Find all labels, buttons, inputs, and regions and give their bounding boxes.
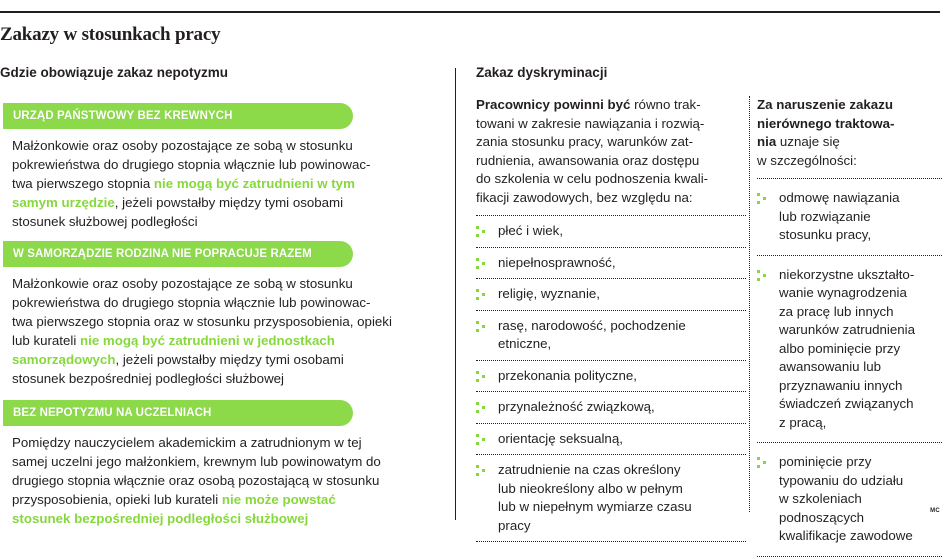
list-item-text: pominięcie przy <box>779 454 872 469</box>
list-item-text: podnoszących <box>779 509 865 525</box>
list-item-text: płeć i wiek, <box>498 223 564 238</box>
bullet-icon <box>476 258 488 270</box>
column-divider <box>455 68 456 520</box>
bullet-icon <box>476 465 488 477</box>
list-item-text: etniczne, <box>498 336 552 351</box>
bullet-icon <box>757 193 769 205</box>
list-end-rule <box>476 541 746 542</box>
list-item-text: niepełnosprawność, <box>498 254 616 270</box>
list-item-text: awansowaniu lub <box>779 359 882 374</box>
list-item-text: typowaniu do udziału <box>779 472 904 488</box>
list-item <box>476 215 746 247</box>
list-item <box>476 247 746 279</box>
section-band-2: W SAMORZĄDZIE RODZINA NIE POPRACUJE RAZEM <box>3 241 353 267</box>
list-item <box>476 391 746 423</box>
list-item <box>757 442 942 556</box>
bullet-icon <box>476 371 488 383</box>
bullet-icon <box>476 402 488 414</box>
bullet-icon <box>476 434 488 446</box>
list-item-text: rasę, narodowość, pochodzenie <box>498 317 686 333</box>
list-item-text: albo pominięcie przy <box>779 340 901 356</box>
bullet-icon <box>476 321 488 333</box>
list-item-text: przynależność związkową, <box>498 399 655 414</box>
list-item-text: wanie wynagrodzenia <box>779 285 907 300</box>
list-item-text: kwalifikacje zawodowe <box>779 528 913 543</box>
author-credit: MC <box>930 508 940 514</box>
list-item <box>476 310 746 360</box>
page-title: Zakazy w stosunkach pracy <box>0 24 221 45</box>
section-text-3: Pomiędzy nauczycielem akademickim a zatrudnionym w tej samej uczelni jego małżonkiem, krewnym lub powinowatym do drugiego stopnia włącznie oraz osobą pozostającą w stosunku przysposobienia, opieki lub kurateli nie może powstać stosunek bezpośredniej podległości służbowej <box>12 435 381 526</box>
section-band-1: URZĄD PAŃSTWOWY BEZ KREWNYCH <box>3 103 353 129</box>
list-end-rule <box>757 556 942 557</box>
middle-heading: Zakaz dyskryminacji <box>476 65 608 80</box>
violation-intro: Za naruszenie zakazu nierównego traktowa- nia uznaje się w szczególności: <box>757 97 895 168</box>
section-text-2: Małżonkowie oraz osoby pozostające ze sobą w stosunku pokrewieństwa do drugiego stopnia włącznie lub powinowac- twa pierwszego stopnia oraz w stosunku przysposobienia, opieki lub kurateli nie mogą być zatrudnieni w jednostkach samorządowych, jeżeli powstałby między tymi osobami stosunek bezpośredniej podległości służbowej <box>12 276 392 386</box>
list-item-text: w szkoleniach <box>779 491 862 506</box>
bullet-icon <box>757 457 769 469</box>
list-item-text: zatrudnienie na czas określony <box>498 462 681 477</box>
list-item <box>757 178 942 255</box>
discrimination-intro: Pracownicy powinni być równo trak- towani w zakresie nawiązania i rozwią- zania stosunku pracy, warunków zat- rudnienia, awansowania oraz dostępu do szkolenia w celu podnoszenia kwali- fikacji zawodowych, bez względu na: <box>476 97 709 205</box>
discrimination-list <box>476 215 746 542</box>
list-item-text: religię, wyznanie, <box>498 286 600 301</box>
top-rule <box>0 11 940 13</box>
list-item <box>476 454 746 541</box>
list-item-text: przyznawaniu innych <box>779 377 903 393</box>
list-item-text: lub w niepełnym wymiarze czasu <box>498 499 692 514</box>
violation-list <box>757 178 942 557</box>
list-item <box>476 360 746 392</box>
list-item-text: stosunku pracy, <box>779 227 872 242</box>
list-item <box>476 423 746 455</box>
bullet-icon <box>476 226 488 238</box>
list-item-text: warunków zatrudnienia <box>779 322 916 337</box>
violation-column <box>757 96 942 557</box>
discrimination-column <box>476 96 746 542</box>
list-item <box>757 255 942 443</box>
list-item-text: lub rozwiązanie <box>779 208 871 224</box>
section-text-1: Małżonkowie oraz osoby pozostające ze sobą w stosunku pokrewieństwa do drugiego stopnia włącznie lub powinowac- twa pierwszego stopnia nie mogą być zatrudnieni w tym samym urzędzie, jeżeli powstałby między tymi osobami stosunek służbowej podległości <box>12 138 371 229</box>
list-item <box>476 278 746 310</box>
left-heading: Gdzie obowiązuje zakaz nepotyzmu <box>0 65 229 80</box>
section-band-3: BEZ NEPOTYZMU NA UCZELNIACH <box>3 400 353 426</box>
list-item-text: za pracę lub innych <box>779 303 894 319</box>
list-item-text: świadczeń związanych <box>779 396 914 411</box>
list-item-text: pracy <box>498 517 531 533</box>
list-item-text: z pracą, <box>779 414 827 430</box>
list-item-text: niekorzystne ukształto- <box>779 266 915 282</box>
list-item-text: orientację seksualną, <box>498 430 623 446</box>
bullet-icon <box>476 289 488 301</box>
list-item-text: odmowę nawiązania <box>779 190 900 205</box>
inner-dotted-divider <box>749 96 750 512</box>
list-item-text: lub nieokreślony albo w pełnym <box>498 480 683 496</box>
list-item-text: przekonania polityczne, <box>498 367 637 383</box>
bullet-icon <box>757 270 769 282</box>
